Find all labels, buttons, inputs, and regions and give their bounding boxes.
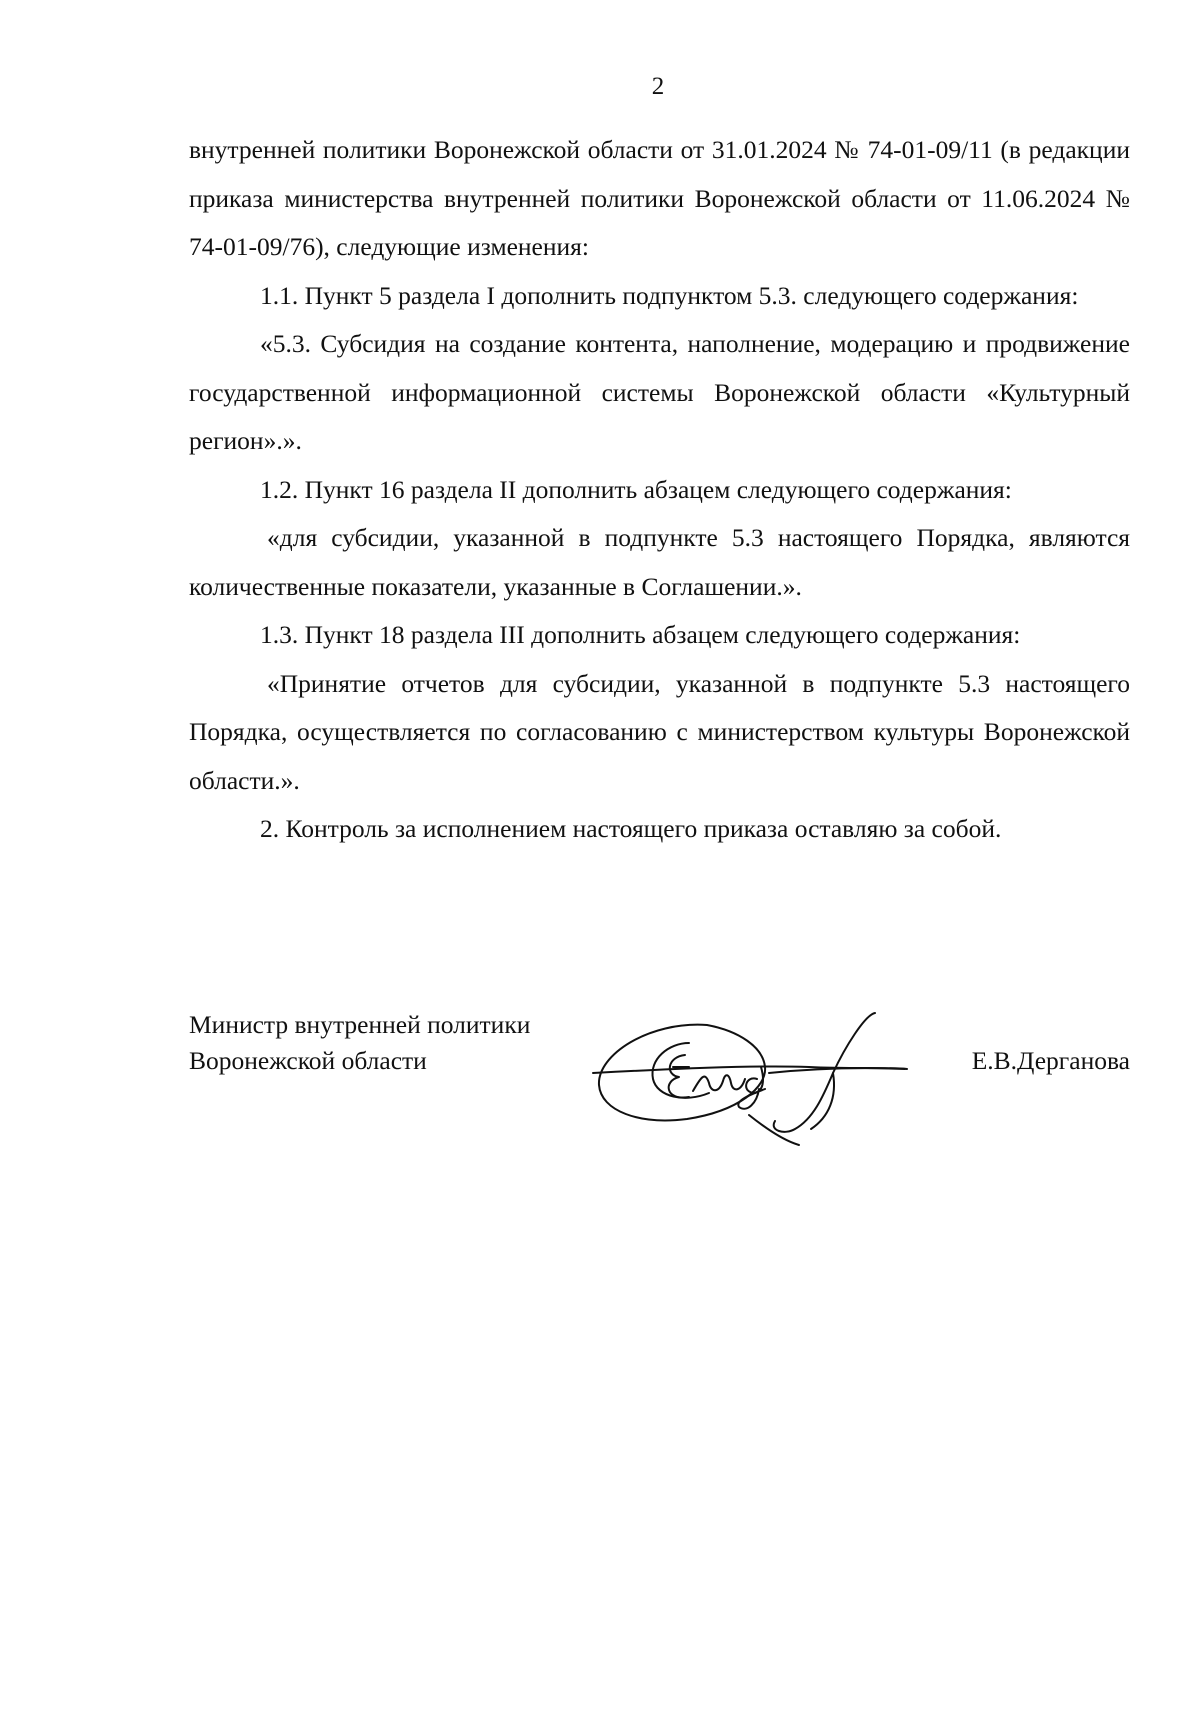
paragraph-quote-item-18: «Принятие отчетов для субсидии, указанной в подпункте 5.3 настоящего Порядка, осуществляется по согласованию с министерством культуры Воронежской области.». bbox=[189, 668, 1130, 795]
signer-name: Е.В.Дерганова bbox=[971, 1046, 1130, 1075]
document-body bbox=[189, 126, 1130, 854]
paragraph-item-1-2: 1.2. Пункт 16 раздела II дополнить абзацем следующего содержания: bbox=[260, 474, 1012, 504]
page-number: 2 bbox=[651, 73, 665, 100]
handwritten-signature bbox=[589, 1007, 949, 1147]
signature-block bbox=[189, 1007, 1130, 1147]
paragraph-item-1-1: 1.1. Пункт 5 раздела I дополнить подпунктом 5.3. следующего содержания: bbox=[260, 280, 1079, 310]
signer-position-line-1: Министр внутренней политики bbox=[189, 1010, 531, 1039]
signer-position bbox=[189, 1007, 530, 1079]
paragraph-item-1-3: 1.3. Пункт 18 раздела III дополнить абзацем следующего содержания: bbox=[260, 620, 1021, 649]
signer-position-line-2: Воронежской области bbox=[189, 1046, 427, 1075]
paragraph-quote-item-16: «для субсидии, указанной в подпункте 5.3 настоящего Порядка, являются количественные показатели, указанные в Соглашении.». bbox=[189, 523, 1130, 601]
paragraph-quote-5-3: «5.3. Субсидия на создание контента, наполнение, модерацию и продвижение государственной информационной системы Воронежской области «Культурный регион».». bbox=[189, 329, 1130, 455]
paragraph-intro: внутренней политики Воронежской области от 31.01.2024 № 74-01-09/11 (в редакции приказа министерства внутренней политики Воронежской области от 11.06.2024 № 74-01-09/76), следующие изменения: bbox=[189, 135, 1130, 261]
paragraph-item-2: 2. Контроль за исполнением настоящего приказа оставляю за собой. bbox=[260, 814, 1002, 843]
